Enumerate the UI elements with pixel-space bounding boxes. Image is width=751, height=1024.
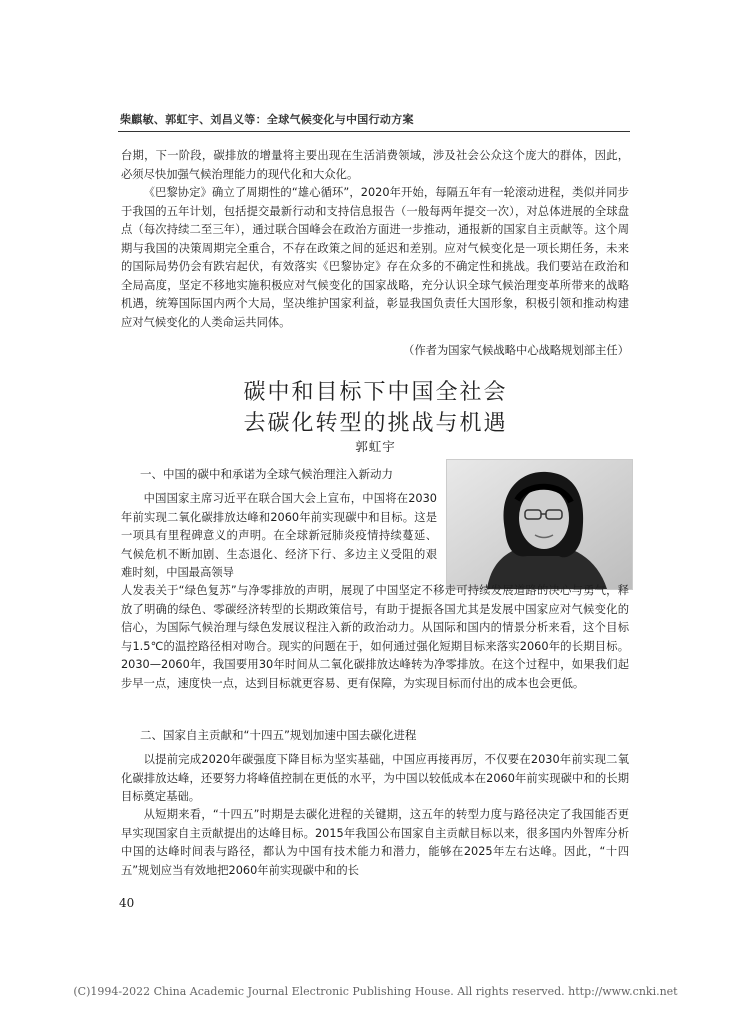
section-heading: 一、中国的碳中和承诺为全球气候治理注入新动力	[140, 467, 393, 481]
copyright-footer: (C)1994-2022 China Academic Journal Electronic Publishing House. All rights reserved. http://www.cnki.net	[73, 985, 678, 998]
body-paragraph: 中国国家主席习近平在联合国大会上宣布，中国将在2030年前实现二氧化碳排放达峰和2060年前实现碳中和目标。这是一项具有里程碑意义的声明。在全球新冠肺炎疫情持续蔓延、气候危机不断加剧、生态退化、经济下行、多边主义受阻的艰难时刻，中国最高领导	[121, 492, 437, 579]
body-paragraph: 以提前完成2020年碳强度下降目标为坚实基础，中国应再接再厉，不仅要在2030年前实现二氧化碳排放达峰，还要努力将峰值控制在更低的水平，为中国以较低成本在2060年前实现碳中和的长期目标奠定基础。	[121, 753, 629, 803]
body-paragraph: 人发表关于“绿色复苏”与净零排放的声明，展现了中国坚定不移走可持续发展道路的决心与勇气，释放了明确的绿色、零碳经济转型的长期政策信号，有助于提振各国尤其是发展中国家应对气候变化的信心，为国际气候治理与绿色发展议程注入新的政治动力。从国际和国内的情景分析来看，这个目标与1.5℃的温控路径相对吻合。现实的问题在于，如何通过强化短期目标来落实2060年的长期目标。2030—2060年，我国要用30年时间从二氧化碳排放达峰转为净零排放。在这个过程中，如果我们起步早一点，速度快一点，达到目标就更容易、更有保障，为实现目标而付出的成本也会更低。	[121, 584, 629, 690]
body-paragraph: 从短期来看，“十四五”时期是去碳化进程的关键期，这五年的转型力度与路径决定了我国能否更早实现国家自主贡献提出的达峰目标。2015年我国公布国家自主贡献目标以来，很多国内外智库分析中国的达峰时间表与路径，都认为中国有技术能力和潜力，能够在2025年左右达峰。因此，“十四五”规划应当有效地把2060年前实现碳中和的长	[121, 808, 629, 877]
article-title-line1: 碳中和目标下中国全社会	[243, 380, 508, 405]
header-divider	[118, 131, 630, 132]
page-number: 40	[119, 896, 135, 910]
article-title-line2: 去碳化转型的挑战与机遇	[243, 411, 508, 436]
running-head: 柴麒敏、郭虹宇、刘昌义等：全球气候变化与中国行动方案	[120, 113, 414, 126]
section-heading: 二、国家自主贡献和“十四五”规划加速中国去碳化进程	[140, 728, 417, 742]
body-paragraph: 《巴黎协定》确立了周期性的“雄心循环”，2020年开始，每隔五年有一轮滚动进程，类似并同步于我国的五年计划，包括提交最新行动和支持信息报告（一般每两年提交一次），对总体进展的全球盘点（每次持续二至三年），通过联合国峰会在政治方面进一步推动，通报新的国家自主贡献等。这个周期与我国的决策周期完全重合，不存在政策之间的延迟和差别。应对气候变化是一项长期任务，未来的国际局势仍会有跌宕起伏，有效落实《巴黎协定》存在众多的不确定性和挑战。我们要站在政治和全局高度，坚定不移地实施积极应对气候变化的国家战略，充分认识全球气候治理变革所带来的战略机遇，统筹国际国内两个大局，坚决维护国家利益，彰显我国负责任大国形象，积极引领和推动构建应对气候变化的人类命运共同体。	[121, 186, 629, 329]
body-paragraph: 台期，下一阶段，碳排放的增量将主要出现在生活消费领域，涉及社会公众这个庞大的群体，因此，必须尽快加强气候治理能力的现代化和大众化。	[121, 149, 629, 181]
author-photo	[446, 459, 633, 590]
article-author: 郭虹宇	[355, 439, 396, 454]
author-note: （作者为国家气候战略中心战略规划部主任）	[403, 344, 629, 357]
